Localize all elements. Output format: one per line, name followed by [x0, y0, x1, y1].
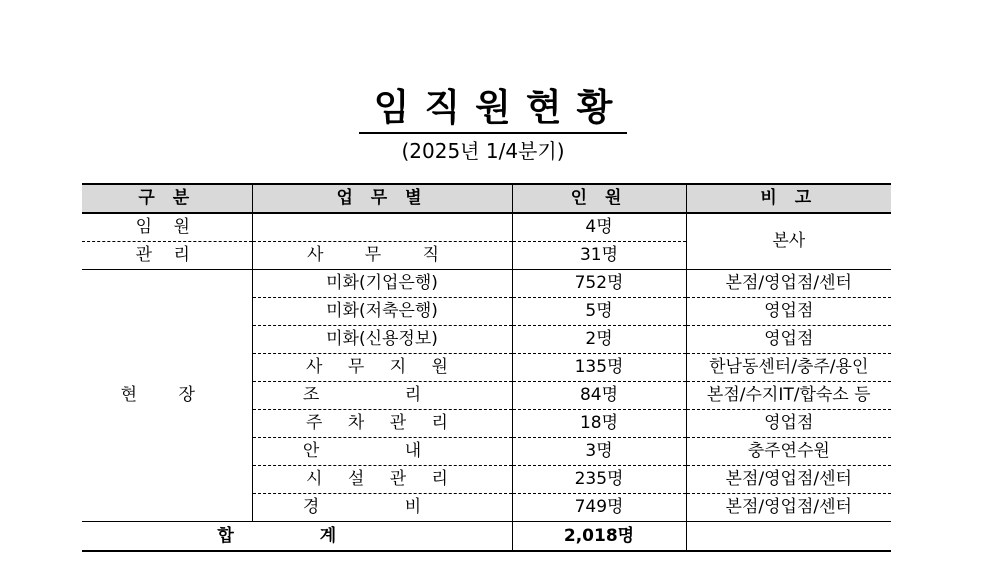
count-cell: 5명: [512, 298, 686, 326]
total-remark: [686, 522, 891, 552]
remark-cell: 본점/수지IT/합숙소 등: [686, 382, 891, 410]
duty-cell: 사 무 직: [252, 242, 512, 270]
count-cell: 3명: [512, 438, 686, 466]
remark-cell: 영업점: [686, 298, 891, 326]
staff-table: [82, 183, 891, 552]
count-cell: 135명: [512, 354, 686, 382]
duty-cell: 미화(기업은행): [252, 270, 512, 298]
category-cell: 임 원: [82, 213, 252, 242]
page-title-text: 임직원현황: [359, 86, 628, 134]
page-subtitle: (2025년 1/4분기): [401, 139, 565, 163]
header-remark: 비 고: [686, 184, 891, 213]
category-cell: 현 장: [82, 270, 252, 522]
count-cell: 749명: [512, 494, 686, 522]
count-cell: 2명: [512, 326, 686, 354]
remark-cell: 본점/영업점/센터: [686, 494, 891, 522]
count-cell: 18명: [512, 410, 686, 438]
remark-cell: 본점/영업점/센터: [686, 466, 891, 494]
duty-cell: 미화(저축은행): [252, 298, 512, 326]
count-cell: 4명: [512, 213, 686, 242]
remark-cell: 한남동센터/충주/용인: [686, 354, 891, 382]
header-row: [82, 184, 891, 213]
count-cell: 31명: [512, 242, 686, 270]
header-count: 인 원: [512, 184, 686, 213]
duty-cell: [252, 213, 512, 242]
duty-cell: 안 내: [252, 438, 512, 466]
remark-cell: 본사: [686, 213, 891, 270]
duty-cell: 사 무 지 원: [252, 354, 512, 382]
table-row: [82, 270, 891, 298]
count-cell: 752명: [512, 270, 686, 298]
total-label: 합 계: [82, 522, 512, 552]
remark-cell: 충주연수원: [686, 438, 891, 466]
total-row: [82, 522, 891, 552]
duty-cell: 시 설 관 리: [252, 466, 512, 494]
duty-cell: 조 리: [252, 382, 512, 410]
category-cell: 관 리: [82, 242, 252, 270]
remark-cell: 영업점: [686, 326, 891, 354]
count-cell: 84명: [512, 382, 686, 410]
remark-cell: 영업점: [686, 410, 891, 438]
duty-cell: 경 비: [252, 494, 512, 522]
remark-cell: 본점/영업점/센터: [686, 270, 891, 298]
header-duty: 업 무 별: [252, 184, 512, 213]
page-title: [0, 86, 986, 134]
total-count: 2,018명: [512, 522, 686, 552]
count-cell: 235명: [512, 466, 686, 494]
table-row: [82, 213, 891, 242]
header-category: 구 분: [82, 184, 252, 213]
duty-cell: 주 차 관 리: [252, 410, 512, 438]
duty-cell: 미화(신용정보): [252, 326, 512, 354]
